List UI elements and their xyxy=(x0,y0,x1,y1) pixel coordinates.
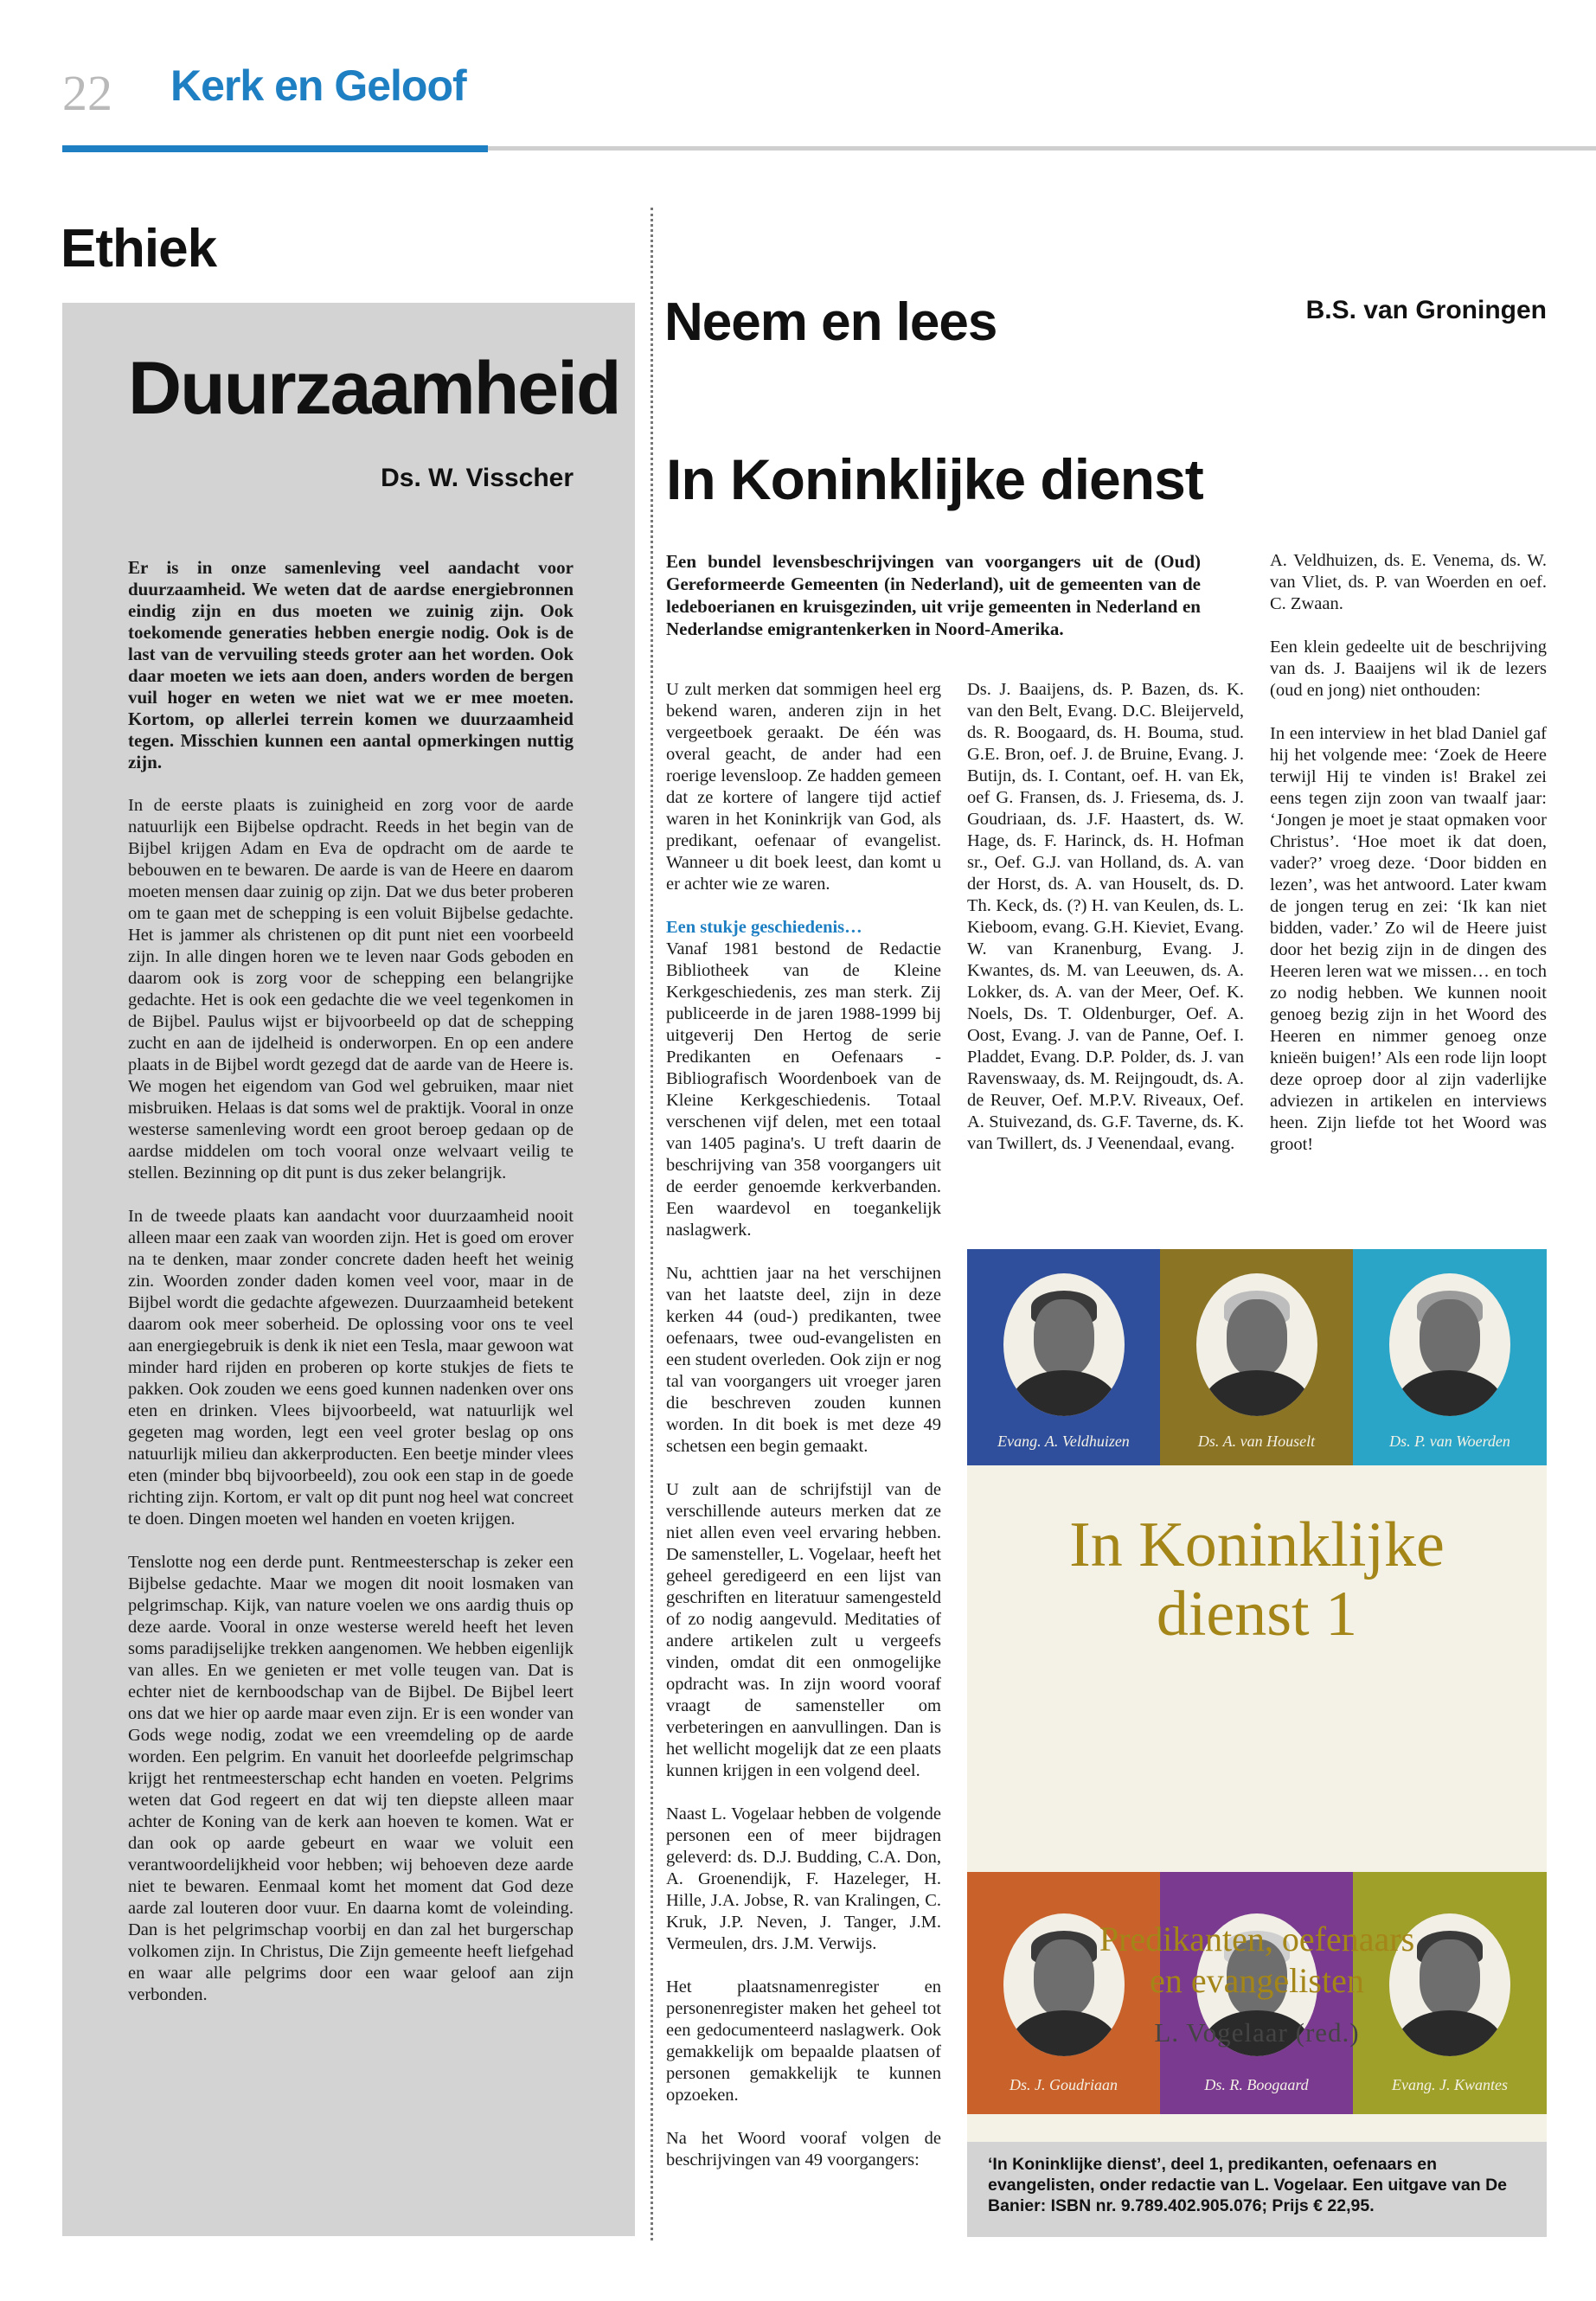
cover-panel xyxy=(967,1249,1160,1465)
review-paragraph: A. Veldhuizen, ds. E. Venema, ds. W. van Vliet, ds. P. van Woerden en oef. C. Zwaan. xyxy=(1270,551,1547,613)
cover-editor: L. Vogelaar (red.) xyxy=(1154,2017,1360,2048)
page-number: 22 xyxy=(62,65,112,121)
article-author: Ds. W. Visscher xyxy=(381,464,574,492)
article-lead: Er is in onze samenleving veel aandacht voor duurzaamheid. We weten dat de aardse energiebronnen eindig zijn en dus moeten we zuinig zijn. Ook toekomende generaties hebben energie nodig. Ook is de last van de vervuiling steeds groter aan het worden. Ook daar moeten we iets aan doen, anders worden de bergen vuil hoger en weten we niet wat we er mee moeten. Kortom, op allerlei terrein komen we duurzaamheid tegen. Misschien kunnen een aantal opmerkingen nuttig zijn. xyxy=(128,557,574,772)
review-column-1 xyxy=(666,679,941,2193)
book-caption: ‘In Koninklijke dienst’, deel 1, predikanten, oefenaars en evangelisten, onder redactie van L. Vogelaar. Een uitgave van De Banier: ISBN nr. 9.789.402.905.076; Prijs € 22,95. xyxy=(988,2155,1508,2215)
rubric-ethiek: Ethiek xyxy=(61,219,217,279)
portrait-image xyxy=(1003,1273,1125,1416)
portrait-image xyxy=(1196,1273,1317,1416)
portrait-label: Evang. A. Veldhuizen xyxy=(997,1433,1130,1450)
portrait-label: Ds. A. van Houselt xyxy=(1197,1433,1316,1450)
header-rule xyxy=(488,146,1596,151)
header-rule-accent xyxy=(62,145,488,152)
cover-subtitle-line: Predikanten, oefenaars xyxy=(1099,1920,1415,1958)
portrait-label: Ds. R. Boogaard xyxy=(1204,2076,1309,2093)
review-paragraph: U zult merken dat sommigen heel erg bekend waren, anderen zijn in het vergeetboek geraakt. De één was overal geacht, de ander had een roerige levensloop. Ze hadden gemeen dat ze kortere of langere tijd actief waren in het Koninkrijk van God, als predikant, oefenaar of evangelist. Wanneer u dit boek leest, dan komt u er achter wie ze waren. xyxy=(666,680,941,894)
review-paragraph: Ds. J. Baaijens, ds. P. Bazen, ds. K. van den Belt, Evang. D.C. Bleijerveld, ds. R. Boogaard, ds. H. Bouma, stud. G.E. Bron, oef. J. de Bruine, Evang. J. Butijn, ds. I. Contant, oef. H. van Ek, oef G. Fransen, ds. J. Friesema, ds. J. Goudriaan, ds. J.F. Haastert, ds. W. Hage, ds. F. Harinck, ds. H. Hofman sr., Oef. G.J. van Holland, ds. A. van der Horst, ds. A. van Houselt, ds. D. Th. Keck, ds. (?) H. van Keulen, ds. L. Kieboom, evang. G.H. Kieviet, Evang. W. van Kranenburg, Evang. J. Kwantes, ds. M. van Leeuwen, ds. A. Lokker, ds. A. van der Meer, Oef. K. Noels, Ds. T. Oldenburger, Oef. A. Oost, Evang. J. van de Panne, Oef. I. Pladdet, Evang. D.P. Polder, ds. J. van Ravenswaay, ds. M. Reijngoudt, ds. A. de Reuver, Oef. M.P.V. Riveaux, Oef. A. Stuivezand, ds. G.F. Taverne, ds. K. van Twillert, ds. J Veenendaal, evang. xyxy=(967,680,1244,1153)
review-intro: Een bundel levensbeschrijvingen van voorgangers uit de (Oud) Gereformeerde Gemeenten (in Nederland), uit de gemeenten van de ledeboerianen en kruisgezinden, uit vrije gemeenten in Nederland en Nederlandse emigrantenkerken in Noord-Amerika. xyxy=(666,551,1201,639)
article-paragraph: Tenslotte nog een derde punt. Rentmeesterschap is zeker een Bijbelse gedachte. Maar we mogen dit nooit losmaken van pelgrimschap. Kijk, van nature voelen we ons aardig thuis op deze aarde. Vooral in onze westerse wereld heeft het leven soms paradijselijke trekken aangenomen. We hebben eigenlijk van alles. En we genieten er met volle teugen van. Dat is echter niet de kernboodschap van de Bijbel. De Bijbel leert ons dat we hier op aarde maar even zijn. Er is een wonder van Gods wege nodig, zodat we een vreemdeling op de aarde worden. Een pelgrim. En vanuit het doorleefde pelgrimschap krijgt het rentmeesterschap echt handen en voeten. Pelgrims weten dat God regeert en dat wij ten diepste alleen maar achter de Koning van de kerk aan hoeven te komen. Wat er dan ook op aarde gebeurt en waar we voluit een verantwoordelijkheid voor hebben; wij behoeven deze aarde niet te bewaren. Eenmaal komt het moment dat God deze aarde zal louteren door vuur. En daarna komt de voleinding. Dan is het pelgrimschap voorbij en dan zal het burgerschap volkomen zijn. In Christus, Die Zijn gemeente heeft liefgehad en waar alle pelgrims door een waar geloof aan zijn verbonden. xyxy=(128,1553,574,2004)
column-divider xyxy=(651,208,653,2240)
portrait-label: Ds. J. Goudriaan xyxy=(1010,2076,1118,2093)
review-title: In Koninklijke dienst xyxy=(666,447,1203,511)
review-author: B.S. van Groningen xyxy=(1305,296,1547,324)
portrait-label: Evang. J. Kwantes xyxy=(1392,2076,1508,2093)
portrait-label: Ds. P. van Woerden xyxy=(1389,1433,1510,1450)
portrait-image xyxy=(1389,1273,1510,1416)
review-paragraph: Naast L. Vogelaar hebben de volgende personen een of meer bijdragen geleverd: ds. D.J. Budding, C.A. Don, A. Groenendijk, F. Hazeleger, H. Hille, J.A. Jobse, R. van Kralingen, C. Kruk, J.P. Neven, J. Tanger, J.M. Vermeulen, drs. J.M. Verwijs. xyxy=(666,1804,941,1953)
review-subheading: Een stukje geschiedenis… xyxy=(666,918,862,937)
review-paragraph: In een interview in het blad Daniel gaf hij het volgende mee: ‘Zoek de Heere terwijl Hij te vinden is! Brakel zei eens tegen zijn zoon van twaalf jaar: ‘Jongen je moet je staat opmaken voor Christus’. ‘Hoe moet ik dat doen, vader?’ vroeg deze. ‘Door bidden en lezen’, was het antwoord. Later kwam de jongen terug en zei: ‘Ik kan niet bidden, vader.’ Zo wil de Heere juist door het bezig zijn in de dingen des Heeren leren wat we missen… en toch zo nodig hebben. We kunnen nooit genoeg bezig zijn in het Woord des Heeren en nimmer genoeg onze knieën buigen!’ Als een rode lijn loopt deze oproep door al zijn vaderlijke adviezen in artikelen en interviews heen. Zijn liefde tot het Woord was groot! xyxy=(1270,724,1547,1154)
cover-panel xyxy=(1353,1249,1547,1465)
review-paragraph: U zult aan de schrijfstijl van de verschillende auteurs merken dat ze niet allen even veel ervaring hebben. De samensteller, L. Vogelaar, heeft het geheel geredigeerd en een lijst van geschriften en literatuur samengesteld of zo nodig aangevuld. Meditaties of andere artikelen zult u vergeefs vinden, omdat dit een onmogelijke opdracht was. In zijn woord vooraf vraagt de samensteller om verbeteringen en aanvullingen. Dan is het wellicht mogelijk dat ze een plaats kunnen krijgen in een volgend deel. xyxy=(666,1480,941,1780)
cover-panel xyxy=(1160,1249,1353,1465)
cover-bottom-strip xyxy=(967,2114,1547,2142)
review-paragraph: Na het Woord vooraf volgen de beschrijvingen van 49 voorgangers: xyxy=(666,2129,941,2170)
cover-subtitle-line: en evangelisten xyxy=(1150,1961,1364,2000)
cover-title: In Koninklijke xyxy=(1069,1509,1445,1580)
rubric-neem-en-lees: Neem en lees xyxy=(664,292,997,352)
review-column-2 xyxy=(967,679,1244,1176)
review-column-3 xyxy=(1270,550,1547,1177)
section-title: Kerk en Geloof xyxy=(170,61,466,110)
review-paragraph: Nu, achttien jaar na het verschijnen van het laatste deel, zijn in deze kerken 44 (oud-) predikanten, twee oefenaars, twee oud-evangelisten en een student overleden. Ook zijn er nog tal van voorgangers uit vroeger jaren die beschreven zouden kunnen worden. In dit boek is met deze 49 schetsen een begin gemaakt. xyxy=(666,1264,941,1456)
review-paragraph: Een klein gedeelte uit de beschrijving van ds. J. Baaijens wil ik de lezers (oud en jong) niet onthouden: xyxy=(1270,638,1547,700)
review-paragraph: Het plaatsnamenregister en personenregister maken het geheel tot een gedocumenteerd naslagwerk. Ook gemakkelijk om bepaalde plaatsen of personen gemakkelijk te kunnen opzoeken. xyxy=(666,1977,941,2105)
article-paragraph: In de tweede plaats kan aandacht voor duurzaamheid nooit alleen maar een zaak van woorden zijn. Het is goed om erover na te denken, maar zonder concrete daden heeft het weinig zin. Woorden zonder daden komen veel voor, maar in de Bijbel wordt die gedachte afgewezen. Duurzaamheid betekent daarom ook meer soberheid. De oplossing voor ons te veel aan energiegebruik is denk ik niet een Tesla, maar gewoon wat minder hard rijden en proberen op korte stukjes de fiets te pakken. Ook zouden we eens goed kunnen nadenken over ons eten en drinken. Vlees bijvoorbeeld, wat natuurlijk wel gegeten mag worden, legt een veel groter beslag op ons natuurlijk milieu dan akkerproducten. Een beetje minder vlees eten (minder bbq bijvoorbeeld), zou ook een stap in de goede richting zijn. Kortom, er valt op dit punt nog heel wat concreet te doen. Dingen moeten wel handen en voeten krijgen. xyxy=(128,1207,574,1529)
review-paragraph: Vanaf 1981 bestond de Redactie Bibliotheek van de Kleine Kerkgeschiedenis, zes man sterk. Zij publiceerde in de jaren 1988-1999 bij uitgeverij Den Hertog de serie Predikanten en Oefenaars - Bibliografisch Woordenboek van de Kleine Kerkgeschiedenis. Totaal verschenen vijf delen, met een totaal van 1405 pagina's. U treft daarin de beschrijving van 358 voorgangers uit de eerder genoemde kerkverbanden. Een waardevol en toegankelijk naslagwerk. xyxy=(666,939,941,1240)
cover-subtitle xyxy=(967,1919,1547,2002)
article-paragraph: In de eerste plaats is zuinigheid en zorg voor de aarde natuurlijk een Bijbelse opdracht. Reeds in het begin van de Bijbel krijgen Adam en Eva de opdracht om de aarde te bebouwen en te bewaren. De aarde is van de Heere en daarom moeten mensen daar zuinig op zijn. Dat we dus beter proberen om te gaan met de schepping is een voluit Bijbelse gedachte. Het is jammer als christenen op dit punt niet een voorbeeld zijn. In alle dingen horen we te leven naar Gods geboden en daarom ook is zorg voor de schepping een belangrijke gedachte. Het is ook een gedachte die we veel tegenkomen in de Bijbel. Paulus wijst er bijvoorbeeld op dat de schepping zucht en aan de ijdelheid is onderworpen. En op een andere plaats in de Bijbel wordt gezegd dat de aarde van de Heere is. We mogen het eigendom van God wel gebruiken, maar niet misbruiken. Helaas is dat soms wel de praktijk. Vooral in onze westerse samenleving wordt een groot beroep gedaan op de aardse middelen om toch vooral onze welvaart veilig te stellen. Bezinning op dit punt is dus zeker belangrijk. xyxy=(128,796,574,1183)
article-body xyxy=(128,557,574,2028)
cover-title: dienst 1 xyxy=(1156,1579,1358,1650)
article-title: Duurzaamheid xyxy=(128,347,620,430)
